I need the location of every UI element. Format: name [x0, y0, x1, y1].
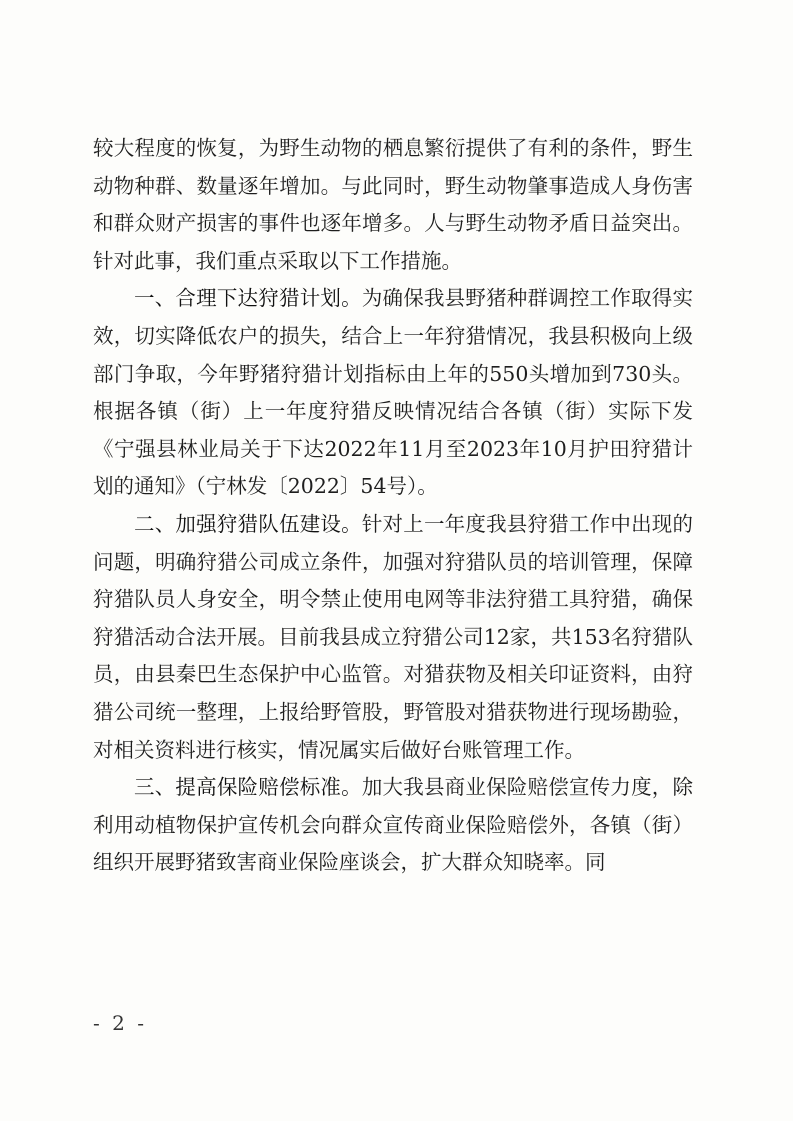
section-heading-1: 一、合理下达狩猎计划。 — [134, 286, 362, 311]
paragraph-insurance — [93, 769, 693, 882]
paragraph-hunting-plan — [93, 280, 693, 506]
paragraph-text: 针对上一年度我县狩猎工作中出现的问题，明确狩猎公司成立条件，加强对狩猎队员的培训管理，保障狩猎队员人身安全，明令禁止使用电网等非法狩猎工具狩猎，确保狩猎活动合法开展。目前我县成立狩猎公司12家，共153名狩猎队员，由县秦巴生态保护中心监管。对猎获物及相关印证资料，由狩猎公司统一整理，上报给野管股，野管股对猎获物进行现场勘验，对相关资料进行核实，情况属实后做好台账管理工作。 — [93, 511, 694, 762]
section-heading-2: 二、加强狩猎队伍建设。 — [134, 511, 362, 536]
paragraph-intro — [93, 130, 693, 280]
paragraph-text: 较大程度的恢复，为野生动物的栖息繁衍提供了有利的条件，野生动物种群、数量逐年增加。与此同时，野生动物肇事造成人身伤害和群众财产损害的事件也逐年增多。人与野生动物矛盾日益突出。针对此事，我们重点采取以下工作措施。 — [93, 136, 693, 273]
section-heading-3: 三、提高保险赔偿标准。 — [134, 775, 362, 800]
paragraph-hunting-team — [93, 506, 693, 769]
page-number: - 2 - — [93, 1011, 147, 1035]
paragraph-text: 为确保我县野猪种群调控工作取得实效，切实降低农户的损失，结合上一年狩猎情况，我县积极向上级部门争取，今年野猪狩猎计划指标由上年的550头增加到730头。根据各镇（街）上一年度狩猎反映情况结合各镇（街）实际下发《宁强县林业局关于下达2022年11月至2023年10月护田狩猎计划的通知》（宁林发〔2022〕54号）。 — [93, 286, 694, 499]
body-text — [93, 130, 693, 882]
paragraph-text: 加大我县商业保险赔偿宣传力度，除利用动植物保护宣传机会向群众宣传商业保险赔偿外，各镇（街）组织开展野猪致害商业保险座谈会，扩大群众知晓率。同 — [93, 775, 694, 875]
